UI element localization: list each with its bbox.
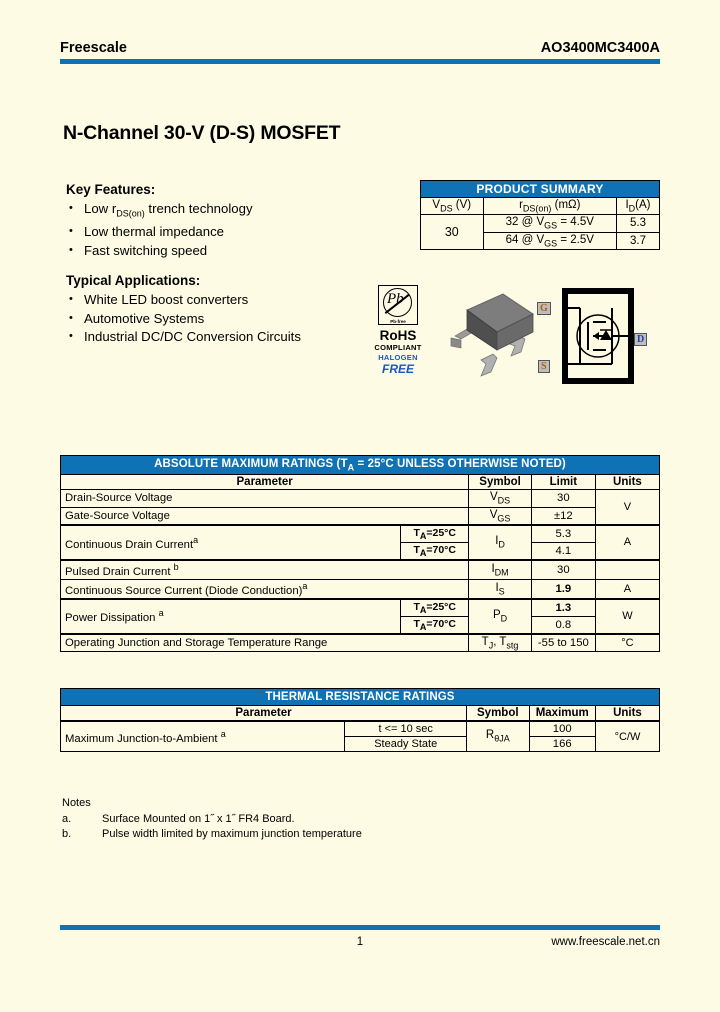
sym-sub: DM — [494, 567, 509, 578]
col-pre: I — [625, 199, 629, 211]
param-note: a — [302, 580, 308, 591]
table-row — [61, 706, 660, 722]
table-row — [421, 215, 660, 232]
amr-param-continuous-drain-current — [61, 525, 401, 560]
amr-units-volts: V — [595, 490, 659, 525]
table-row — [61, 525, 660, 543]
key-features-list — [66, 200, 253, 260]
feature-text-post: trench technology — [144, 201, 253, 216]
table-row — [421, 181, 660, 198]
param-note: a — [193, 534, 199, 545]
thermal-table-title: THERMAL RESISTANCE RATINGS — [61, 689, 660, 706]
col-pre: V — [432, 199, 441, 211]
amr-limit-id-25c: 5.3 — [531, 525, 595, 543]
pin-label-gate: G — [537, 302, 551, 315]
sym-pre: T — [481, 635, 489, 648]
sym-pre: R — [485, 729, 495, 742]
note-text: Surface Mounted on 1˝ x 1˝ FR4 Board. — [102, 813, 295, 825]
amr-units-is: A — [595, 579, 659, 598]
sym-pre: I — [495, 581, 499, 594]
mosfet-symbol-svg — [562, 288, 634, 384]
amr-condition-pd-70c — [401, 616, 469, 634]
amr-header-parameter: Parameter — [61, 475, 469, 490]
list-item: • White LED boost converters — [66, 291, 301, 310]
thermal-max-10sec: 100 — [529, 721, 595, 737]
thermal-symbol-rthja — [467, 721, 530, 752]
column-header-vds — [421, 198, 484, 215]
rds-post: = 2.5V — [557, 233, 594, 246]
cell-id-1: 5.3 — [616, 215, 659, 232]
cell-id-2: 3.7 — [616, 232, 659, 249]
halogen-label: HALOGEN — [378, 353, 418, 362]
cond-sub: A — [419, 604, 427, 615]
page-title: N-Channel 30-V (D-S) MOSFET — [63, 122, 341, 144]
rohs-compliant-label: COMPLIANT — [374, 343, 422, 352]
notes-title: Notes — [62, 797, 91, 809]
amr-limit-is: 1.9 — [531, 579, 595, 598]
amr-symbol-idm — [469, 560, 532, 579]
cond-pre: T — [413, 617, 420, 630]
param-text: Maximum Junction-to-Ambient — [65, 732, 221, 745]
amr-limit-pd-70c: 0.8 — [531, 616, 595, 634]
brand-name: Freescale — [60, 40, 127, 56]
note-letter: a. — [62, 813, 72, 825]
col-pre: r — [519, 199, 523, 211]
amr-header-symbol: Symbol — [469, 475, 532, 490]
sym-pre: V — [489, 491, 498, 504]
table-row — [421, 198, 660, 215]
thermal-resistance-ratings-table — [60, 688, 660, 752]
amr-title-sub: A — [347, 462, 355, 473]
amr-units-amps-id: A — [595, 525, 659, 560]
table-row — [61, 507, 660, 525]
column-header-id — [616, 198, 659, 215]
sym-mid: , T — [493, 635, 507, 648]
thermal-units: °C/W — [595, 721, 659, 752]
col-sub: DS — [440, 203, 453, 214]
table-row — [61, 456, 660, 475]
cond-sub: A — [419, 548, 427, 559]
param-text: Power Dissipation — [65, 612, 159, 625]
amr-limit-id-70c: 4.1 — [531, 542, 595, 560]
thermal-header-symbol: Symbol — [467, 706, 530, 722]
column-header-rdson — [483, 198, 616, 215]
sym-pre: I — [491, 562, 495, 575]
product-summary-table — [420, 180, 660, 250]
amr-limit-temperature: -55 to 150 — [531, 634, 595, 652]
rds-pre: 64 @ V — [505, 233, 545, 246]
table-row — [61, 475, 660, 490]
thermal-condition-10sec: t <= 10 sec — [345, 721, 467, 737]
table-row — [61, 634, 660, 652]
typical-applications-section — [66, 273, 301, 347]
amr-param-drain-source-voltage: Drain-Source Voltage — [61, 490, 469, 507]
param-note: a — [220, 728, 226, 739]
amr-units-watts: W — [595, 599, 659, 634]
cond-post: =25°C — [426, 526, 456, 539]
amr-limit-idm: 30 — [531, 560, 595, 579]
cell-rdson-2 — [483, 232, 616, 249]
typical-applications-list — [66, 291, 301, 347]
amr-symbol-vds — [469, 490, 532, 507]
part-number: AO3400MC3400A — [540, 40, 660, 56]
thermal-header-maximum: Maximum — [529, 706, 595, 722]
amr-condition-pd-25c — [401, 599, 469, 617]
thermal-max-steady-state: 166 — [529, 737, 595, 752]
free-label: FREE — [381, 362, 414, 376]
amr-param-pulsed-drain-current — [61, 560, 469, 579]
sym-pre: P — [492, 609, 501, 622]
amr-param-operating-temperature: Operating Junction and Storage Temperature Range — [61, 634, 469, 652]
note-item — [62, 828, 362, 840]
schematic-symbol — [540, 288, 645, 389]
amr-title-pre: ABSOLUTE MAXIMUM RATINGS (T — [154, 458, 348, 470]
sym-sub: J — [488, 640, 494, 651]
footer-divider-bar — [60, 925, 660, 930]
key-features-section — [66, 182, 253, 260]
param-text: Pulsed Drain Current — [65, 565, 174, 578]
rohs-logo — [370, 285, 426, 376]
feature-text-pre: Low r — [84, 201, 117, 216]
amr-param-power-dissipation — [61, 599, 401, 634]
param-text: Continuous Source Current (Diode Conduction) — [65, 584, 303, 597]
col-post: (V) — [452, 199, 472, 211]
note-letter: b. — [62, 828, 72, 840]
amr-symbol-tj-tstg — [469, 634, 532, 652]
amr-condition-id-25c — [401, 525, 469, 543]
absolute-maximum-ratings-table — [60, 455, 660, 652]
list-item — [66, 200, 253, 223]
page-number: 1 — [356, 936, 364, 948]
feature-text-pre: Fast switching speed — [84, 242, 208, 258]
col-post: (mΩ) — [551, 199, 581, 211]
list-item — [66, 223, 253, 242]
rds-sub: GS — [544, 220, 558, 231]
cond-post: =70°C — [426, 617, 456, 630]
list-item: • Industrial DC/DC Conversion Circuits — [66, 328, 301, 347]
amr-limit-pd-25c: 1.3 — [531, 599, 595, 617]
thermal-header-units: Units — [595, 706, 659, 722]
thermal-param-junction-to-ambient — [61, 721, 345, 752]
notes-section — [62, 797, 362, 843]
amr-condition-id-70c — [401, 542, 469, 560]
cell-rdson-1 — [483, 215, 616, 232]
param-note: b — [173, 562, 179, 573]
feature-text-pre: Low thermal impedance — [84, 224, 225, 240]
pb-symbol-text: Pb — [387, 291, 404, 307]
amr-limit-vds: 30 — [531, 490, 595, 507]
list-item: • Automotive Systems — [66, 310, 301, 329]
col-sub: D — [628, 203, 636, 214]
cond-pre: T — [413, 543, 420, 556]
feature-text-sub: DS(on) — [116, 208, 145, 219]
product-summary-title: PRODUCT SUMMARY — [421, 181, 660, 198]
col-sub: DS(on) — [522, 203, 552, 214]
amr-units-celsius: °C — [595, 634, 659, 652]
amr-header-limit: Limit — [531, 475, 595, 490]
page-header — [60, 40, 660, 64]
amr-table-title — [61, 456, 660, 475]
header-divider-bar — [60, 59, 660, 64]
rds-sub: GS — [544, 237, 558, 248]
table-row — [61, 689, 660, 706]
sym-sub: S — [498, 585, 505, 596]
pin-label-source: S — [538, 360, 550, 373]
sym-pre: I — [495, 535, 499, 548]
sym-sub: GS — [497, 512, 511, 523]
page-footer — [60, 925, 660, 952]
sym-sub2: stg — [506, 640, 519, 651]
rds-post: = 4.5V — [557, 216, 594, 229]
key-features-heading: Key Features: — [66, 182, 156, 197]
amr-symbol-is — [469, 579, 532, 598]
table-row — [61, 490, 660, 507]
amr-header-units: Units — [595, 475, 659, 490]
footer-url[interactable]: www.freescale.net.cn — [551, 936, 660, 948]
amr-limit-vgs: ±12 — [531, 507, 595, 525]
note-text: Pulse width limited by maximum junction temperature — [102, 828, 362, 840]
table-row — [61, 721, 660, 737]
cond-post: =70°C — [426, 543, 456, 556]
table-row — [61, 560, 660, 579]
typical-applications-heading: Typical Applications: — [66, 273, 201, 288]
amr-param-gate-source-voltage: Gate-Source Voltage — [61, 507, 469, 525]
list-item — [66, 242, 253, 261]
amr-symbol-id — [469, 525, 532, 560]
rds-pre: 32 @ V — [505, 216, 545, 229]
col-post: (A) — [635, 199, 651, 211]
rohs-label: RoHS — [379, 328, 417, 343]
sym-sub: D — [498, 539, 505, 550]
pb-free-caption: Pb-free — [390, 319, 406, 324]
amr-symbol-vgs — [469, 507, 532, 525]
sym-sub: DS — [497, 495, 511, 506]
thermal-condition-steady-state: Steady State — [345, 737, 467, 752]
pb-free-icon — [378, 285, 418, 325]
sym-pre: V — [489, 508, 498, 521]
param-text: Continuous Drain Current — [65, 538, 194, 551]
param-note: a — [158, 608, 164, 619]
amr-title-post: = 25°C UNLESS OTHERWISE NOTED) — [354, 458, 566, 470]
amr-units-idm — [595, 560, 659, 579]
cond-post: =25°C — [426, 600, 456, 613]
cell-vds-value: 30 — [421, 215, 484, 250]
pin-label-drain: D — [634, 333, 647, 346]
cond-sub: A — [419, 530, 427, 541]
amr-symbol-pd — [469, 599, 532, 634]
package-drawing-sot23 — [437, 288, 542, 388]
sym-sub: θJA — [494, 733, 510, 744]
package-svg — [437, 288, 542, 383]
amr-param-continuous-source-current — [61, 579, 469, 598]
table-row — [61, 579, 660, 598]
sym-sub: D — [500, 613, 508, 624]
thermal-header-parameter: Parameter — [61, 706, 467, 722]
table-row — [61, 599, 660, 617]
cond-sub: A — [419, 621, 427, 632]
note-item — [62, 813, 362, 825]
cond-pre: T — [413, 600, 420, 613]
cond-pre: T — [413, 526, 420, 539]
